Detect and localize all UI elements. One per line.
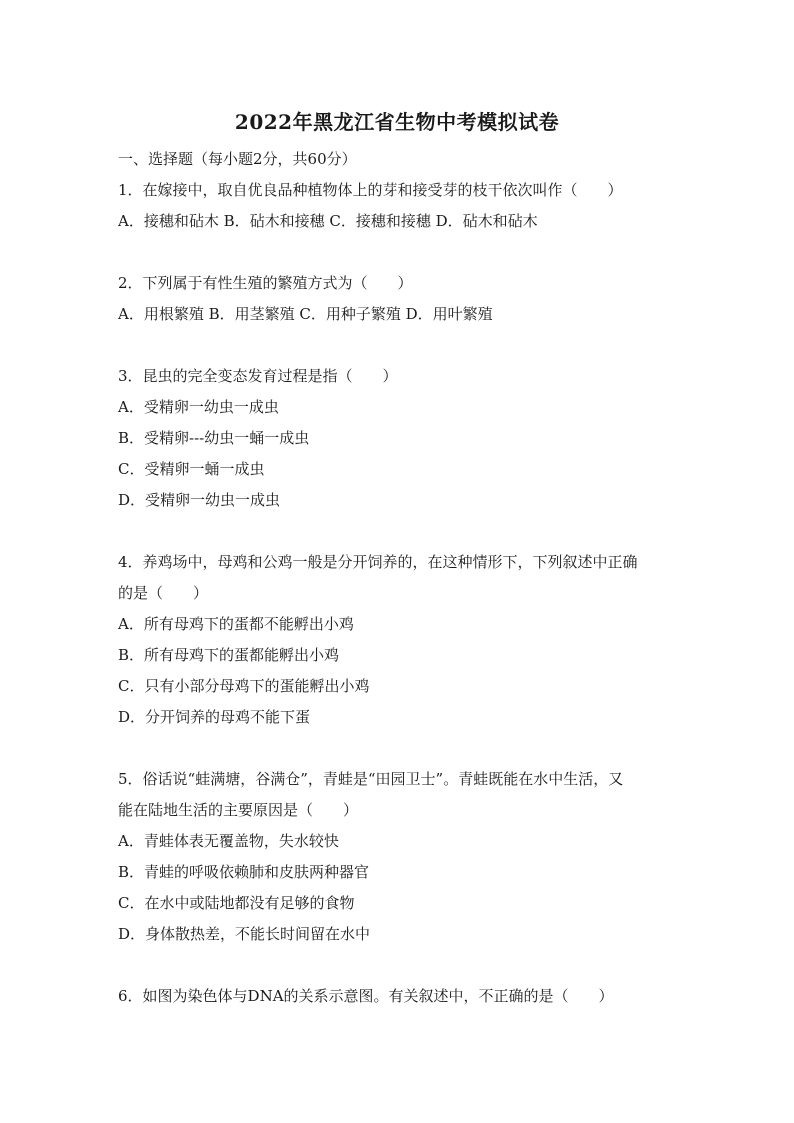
question-stem: 5．俗话说“蛙满塘，谷满仓”，青蛙是“田园卫士”。青蛙既能在水中生活，又 bbox=[118, 770, 624, 788]
question-option: C．在水中或陆地都没有足够的食物 bbox=[118, 894, 355, 912]
question-option: D．分开饲养的母鸡不能下蛋 bbox=[118, 708, 311, 726]
question-option: A．受精卵一幼虫一成虫 bbox=[118, 398, 279, 416]
question-option: C．只有小部分母鸡下的蛋能孵出小鸡 bbox=[118, 677, 370, 695]
question-option: B．青蛙的呼吸依赖肺和皮肤两种器官 bbox=[118, 863, 370, 881]
question-stem: 2．下列属于有性生殖的繁殖方式为（ ） bbox=[118, 274, 413, 292]
question-option: D．身体散热差，不能长时间留在水中 bbox=[118, 925, 371, 943]
question-stem: 6．如图为染色体与DNA的关系示意图。有关叙述中，不正确的是（ ） bbox=[118, 987, 614, 1005]
question-option: A．接穗和砧木 B．砧木和接穗 C．接穗和接穗 D．砧木和砧木 bbox=[118, 212, 538, 230]
question-option: B．所有母鸡下的蛋都能孵出小鸡 bbox=[118, 646, 340, 664]
question-option: A．青蛙体表无覆盖物，失水较快 bbox=[118, 832, 339, 850]
page-title: 2022年黑龙江省生物中考模拟试卷 bbox=[234, 110, 560, 134]
question-option: C．受精卵一蛹一成虫 bbox=[118, 460, 265, 478]
question-list bbox=[118, 144, 688, 1012]
question-option: B．受精卵---幼虫一蛹一成虫 bbox=[118, 429, 310, 447]
question-stem: 的是（ ） bbox=[118, 584, 209, 602]
question-option: D．受精卵一幼虫一成虫 bbox=[118, 491, 281, 509]
question-stem: 4．养鸡场中，母鸡和公鸡一般是分开饲养的，在这种情形下，下列叙述中正确 bbox=[118, 553, 638, 571]
question-option: A．所有母鸡下的蛋都不能孵出小鸡 bbox=[118, 615, 354, 633]
question-stem: 3．昆虫的完全变态发育过程是指（ ） bbox=[118, 367, 398, 385]
section-heading: 一、选择题（每小题2分，共60分） bbox=[118, 150, 357, 168]
question-option: A．用根繁殖 B．用茎繁殖 C．用种子繁殖 D．用叶繁殖 bbox=[118, 305, 493, 323]
question-stem: 能在陆地生活的主要原因是（ ） bbox=[118, 801, 359, 819]
question-stem: 1．在嫁接中，取自优良品种植物体上的芽和接受芽的枝干依次叫作（ ） bbox=[118, 181, 623, 199]
